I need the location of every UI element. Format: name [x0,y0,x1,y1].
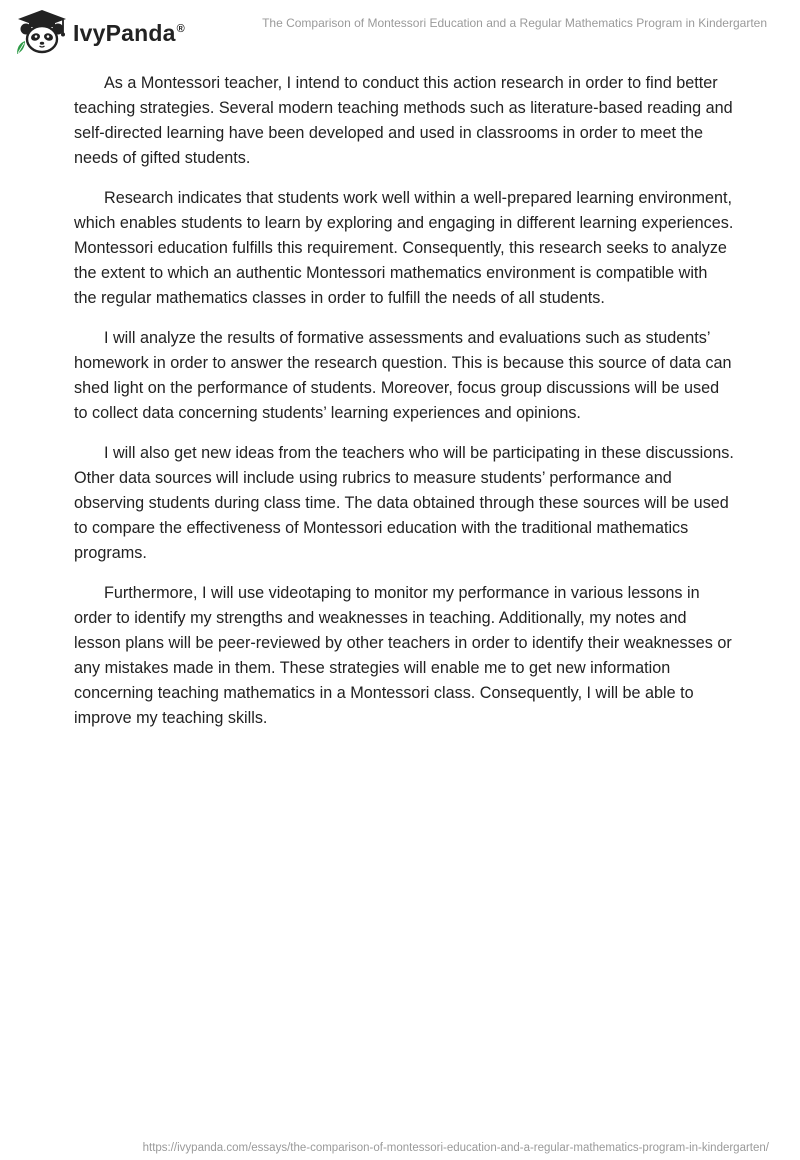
registered-mark: ® [176,22,185,35]
brand-name [73,20,185,47]
brand-name-text: IvyPanda [73,19,176,46]
brand-logo[interactable] [14,8,185,56]
source-url[interactable]: https://ivypanda.com/essays/the-comparison-of-montessori-education-and-a-regular-mathematics-program-in-kindergarten/ [142,1142,769,1154]
panda-graduation-cap-icon [14,8,70,56]
essay-body [74,71,734,746]
paragraph: Furthermore, I will use videotaping to monitor my performance in various lessons in order to identify my strengths and weaknesses in teaching. Additionally, my notes and lesson plans will be peer-reviewed by other teachers in order to identify their weaknesses or any mistakes made in them. These strategies will enable me to get new information concerning teaching mathematics in a Montessori class. Consequently, I will be able to improve my teaching skills. [74,584,732,727]
paragraph: I will also get new ideas from the teachers who will be participating in these discussions. Other data sources will include using rubrics to measure students’ performance and observing students during class time. The data obtained through these sources will be used to compare the effectiveness of Montessori education with the traditional mathematics programs. [74,444,734,562]
page-header [0,0,800,60]
paragraph: Research indicates that students work well within a well-prepared learning environment, which enables students to learn by exploring and engaging in different learning experiences. Montessori education fulfills this requirement. Consequently, this research seeks to analyze the extent to which an authentic Montessori mathematics environment is compatible with the regular mathematics classes in order to fulfill the needs of all students. [74,189,734,307]
paragraph: I will analyze the results of formative assessments and evaluations such as students’ homework in order to answer the research question. This is because this source of data can shed light on the performance of students. Moreover, focus group discussions will be used to collect data concerning students’ learning experiences and opinions. [74,329,732,422]
paragraph: As a Montessori teacher, I intend to conduct this action research in order to find better teaching strategies. Several modern teaching methods such as literature-based reading and self-directed learning have been developed and used in classrooms in order to meet the needs of gifted students. [74,74,733,167]
document-title: The Comparison of Montessori Education and a Regular Mathematics Program in Kindergarten [262,16,767,30]
